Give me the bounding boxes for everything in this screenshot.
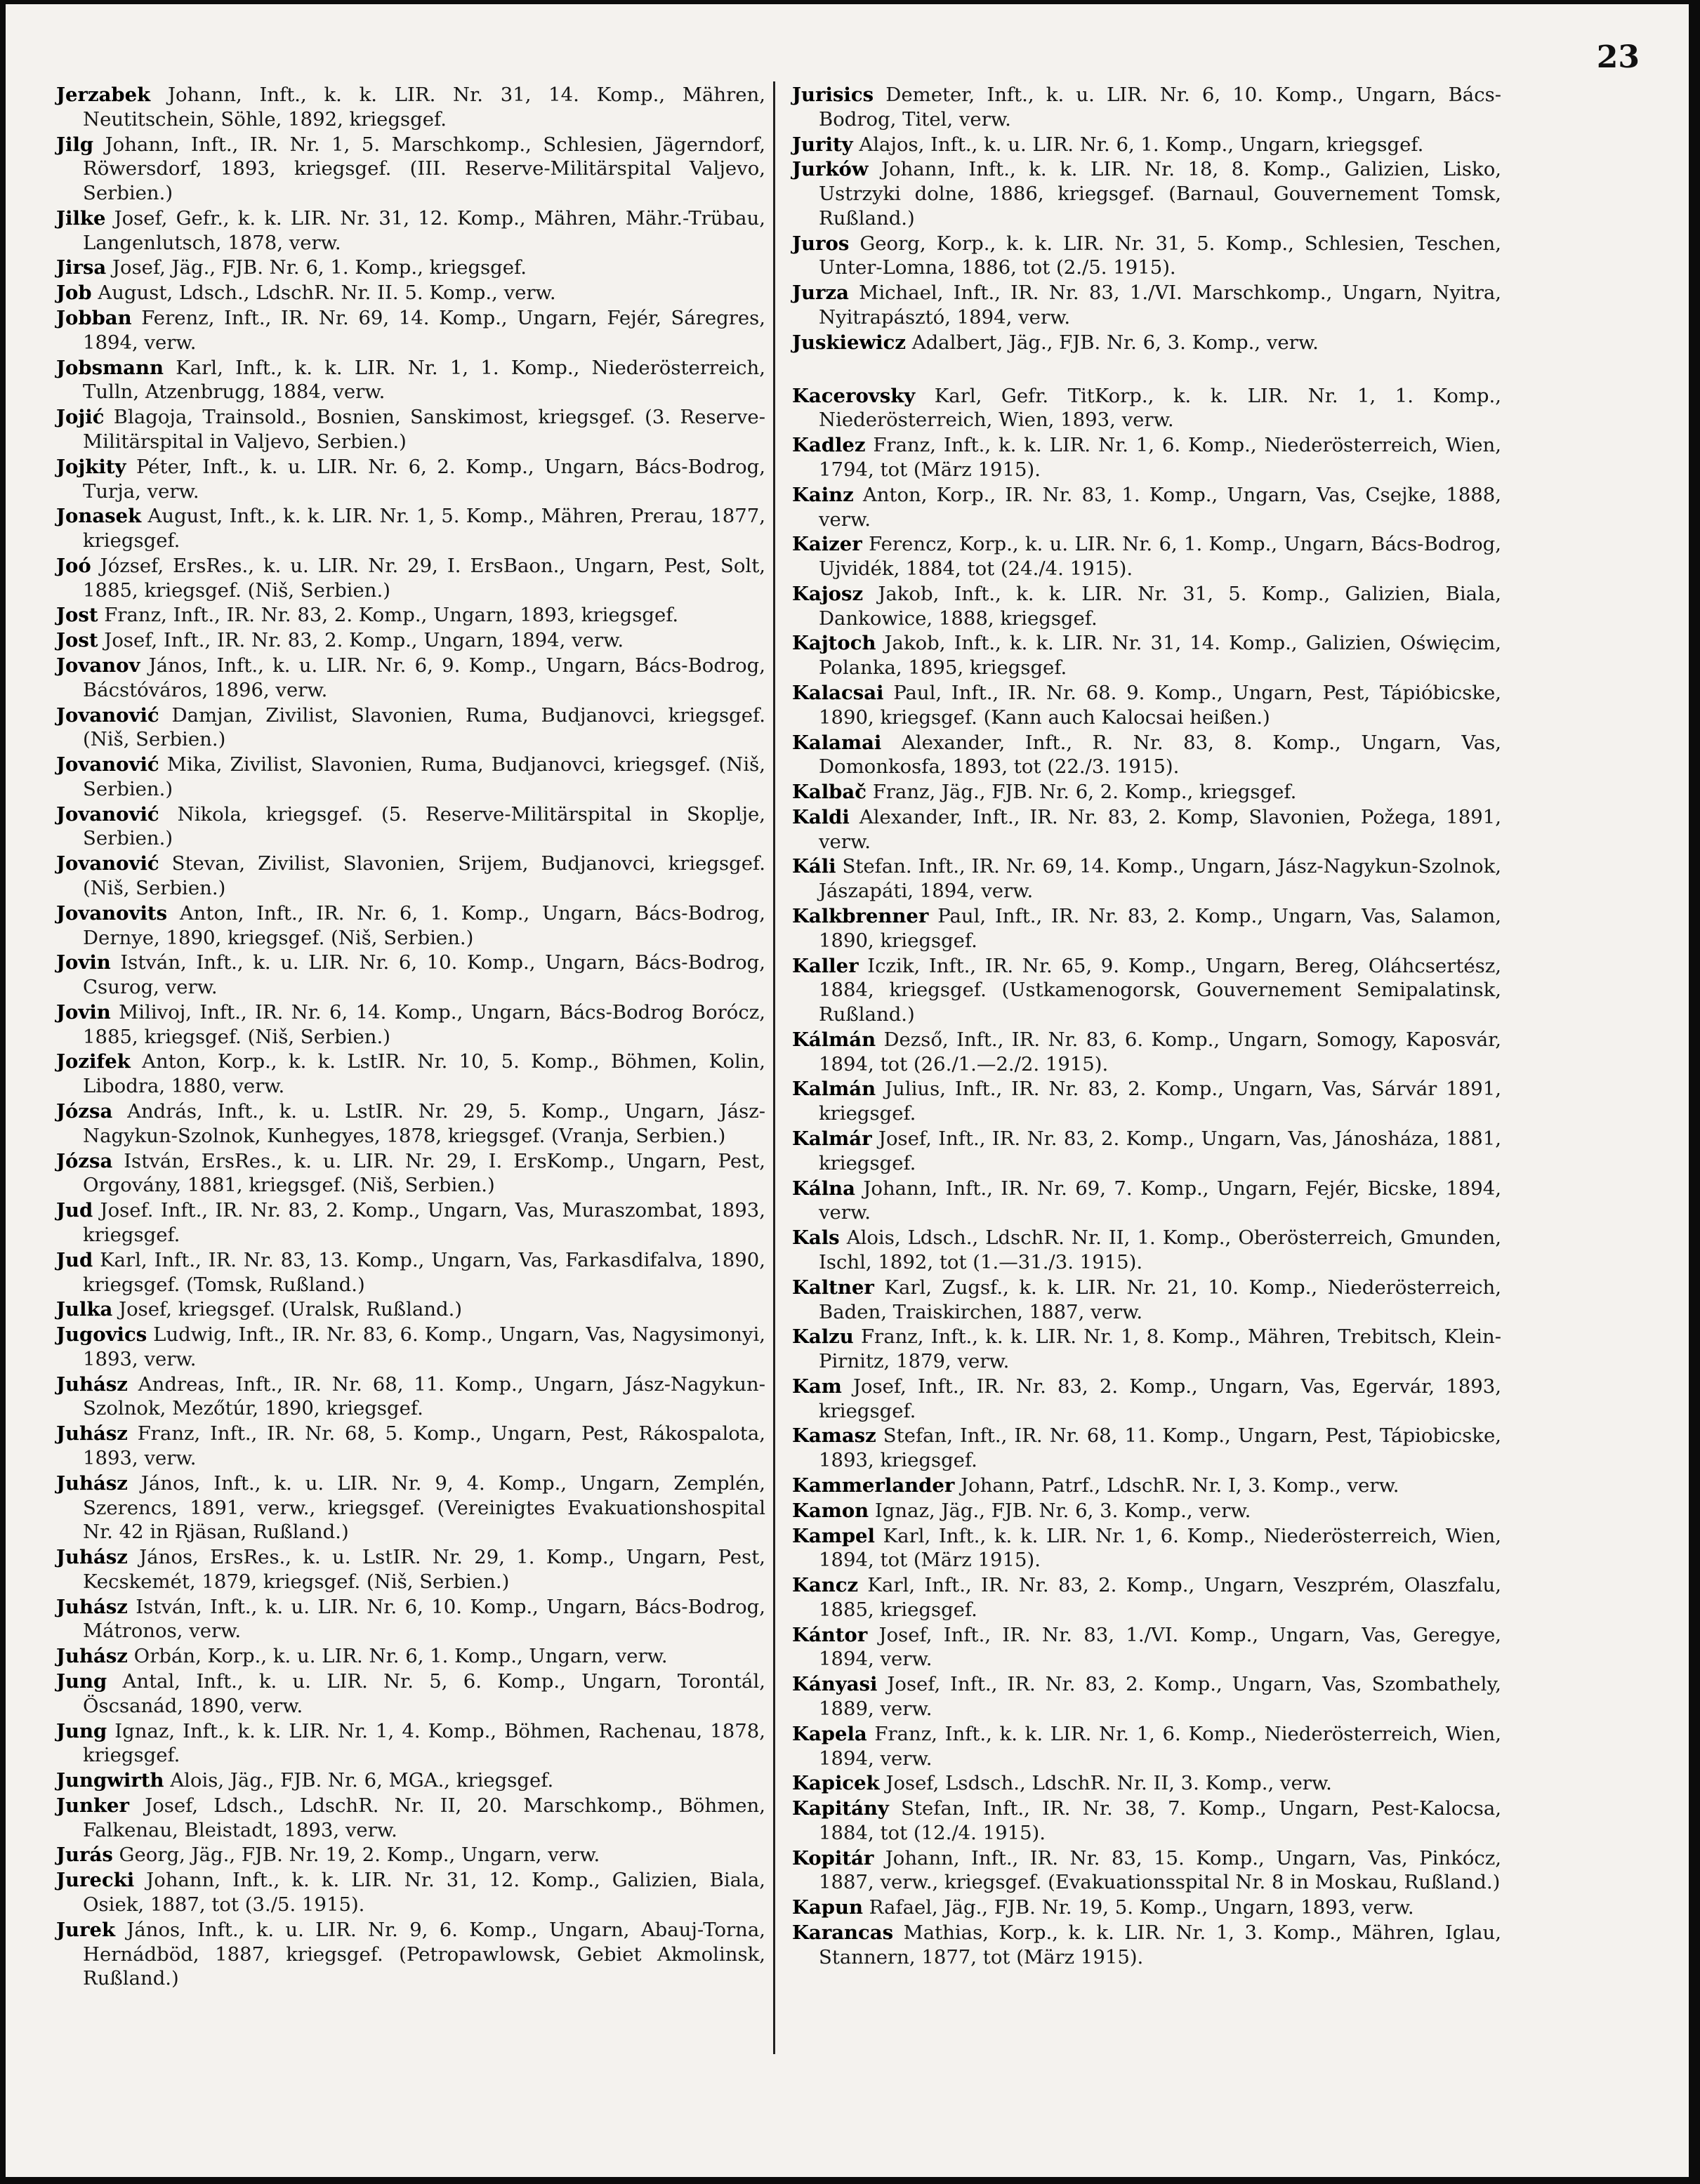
j-entries	[792, 83, 1501, 355]
column-divider	[773, 81, 775, 2054]
entry-details: Johann, Patrf., LdschR. Nr. I, 3. Komp., verw.	[954, 1474, 1399, 1497]
entry-details: Josef, Ldsch., LdschR. Nr. II, 20. Marschkomp., Böhmen, Falkenau, Bleistadt, 1893, verw.	[83, 1794, 765, 1841]
entry-surname: Juskiewicz	[792, 331, 906, 354]
entry-details: Blagoja, Trainsold., Bosnien, Sanskimost, kriegsgef. (3. Reserve-Militärspital in Valjevo, Serbien.)	[83, 406, 765, 453]
roster-entry	[56, 1149, 765, 1198]
roster-entry	[792, 1895, 1501, 1920]
k-entries	[792, 384, 1501, 1970]
entry-details: Ludwig, Inft., IR. Nr. 83, 6. Komp., Ungarn, Vas, Nagysimonyi, 1893, verw.	[83, 1323, 765, 1370]
roster-entry	[56, 1719, 765, 1768]
roster-entry	[792, 433, 1501, 482]
entry-surname: Kapela	[792, 1722, 867, 1745]
entry-surname: Jovanov	[56, 654, 140, 677]
roster-entry	[56, 1843, 765, 1867]
document-page	[6, 4, 1689, 2177]
entry-surname: Jirsa	[56, 256, 107, 279]
roster-entry	[56, 802, 765, 852]
entry-surname: Jung	[56, 1719, 107, 1742]
entry-details: Karl, Inft., k. k. LIR. Nr. 1, 6. Komp., Niederösterreich, Wien, 1894, tot (März 1915).	[819, 1524, 1501, 1572]
entry-surname: Joó	[56, 554, 91, 577]
entry-details: Johann, Inft., k. k. LIR. Nr. 18, 8. Komp., Galizien, Lisko, Ustrzyki dolne, 1886, kriegsgef. (Barnaul, Gouvernement Tomsk, Rußland.)	[819, 158, 1501, 230]
roster-entry	[56, 703, 765, 753]
entry-surname: Kammerlander	[792, 1474, 955, 1497]
entry-details: Adalbert, Jäg., FJB. Nr. 6, 3. Komp., verw.	[905, 331, 1319, 354]
entry-surname: Jovin	[56, 951, 111, 974]
roster-entry	[792, 83, 1501, 132]
entry-details: Josef, kriegsgef. (Uralsk, Rußland.)	[112, 1298, 463, 1321]
entry-surname: Jurza	[792, 282, 849, 305]
entry-surname: Karancas	[792, 1921, 894, 1945]
entry-surname: Juros	[792, 232, 850, 255]
entry-details: August, Ldsch., LdschR. Nr. II. 5. Komp., verw.	[91, 282, 556, 305]
entry-surname: Jobsmann	[56, 356, 164, 379]
roster-entry	[56, 951, 765, 1000]
entry-details: Karl, Inft., IR. Nr. 83, 2. Komp., Ungarn, Veszprém, Olaszfalu, 1885, kriegsgef.	[819, 1574, 1501, 1621]
entry-surname: Kányasi	[792, 1673, 878, 1696]
entry-surname: Kálna	[792, 1177, 855, 1200]
entry-surname: Jungwirth	[56, 1769, 164, 1792]
entry-surname: Kalzu	[792, 1325, 854, 1349]
entry-details: Rafael, Jäg., FJB. Nr. 19, 5. Komp., Ungarn, 1893, verw.	[862, 1896, 1414, 1919]
entry-surname: Jovanovits	[56, 901, 168, 925]
roster-entry	[56, 1248, 765, 1297]
roster-entry	[792, 631, 1501, 680]
entry-details: Josef, Inft., IR. Nr. 83, 2. Komp., Ungarn, 1894, verw.	[98, 629, 624, 652]
roster-entry	[56, 1323, 765, 1372]
roster-entry	[56, 1422, 765, 1471]
roster-entry	[792, 232, 1501, 281]
entry-surname: Jurków	[792, 158, 869, 181]
entry-surname: Kántor	[792, 1623, 868, 1646]
entry-details: Alois, Ldsch., LdschR. Nr. II, 1. Komp., Oberösterreich, Gmunden, Ischl, 1892, tot (1.—31./3. 1915).	[819, 1226, 1501, 1273]
entry-details: Anton, Korp., IR. Nr. 83, 1. Komp., Ungarn, Vas, Csejke, 1888, verw.	[819, 483, 1501, 531]
roster-entry	[792, 532, 1501, 581]
entry-surname: Kálmán	[792, 1028, 876, 1051]
entry-details: Franz, Inft., IR. Nr. 83, 2. Komp., Ungarn, 1893, kriegsgef.	[98, 604, 679, 627]
entry-surname: Jobban	[56, 307, 132, 330]
entry-surname: Kalamai	[792, 731, 882, 754]
entry-details: Stefan. Inft., IR. Nr. 69, 14. Komp., Ungarn, Jász-Nagykun-Szolnok, Jászapáti, 1894, verw.	[819, 855, 1501, 903]
entry-details: János, Inft., k. u. LIR. Nr. 6, 9. Komp., Ungarn, Bács-Bodrog, Bácstóváros, 1896, verw.	[83, 654, 765, 701]
entry-details: Mika, Zivilist, Slavonien, Ruma, Budjanovci, kriegsgef. (Niš, Serbien.)	[83, 753, 765, 800]
roster-entry	[792, 281, 1501, 330]
entry-details: Franz, Inft., IR. Nr. 68, 5. Komp., Ungarn, Pest, Rákospalota, 1893, verw.	[83, 1422, 765, 1469]
entry-surname: Kalmár	[792, 1127, 872, 1151]
entry-details: Johann, Inft., k. k. LIR. Nr. 31, 12. Komp., Galizien, Biala, Osiek, 1887, tot (3./5. 1915).	[83, 1869, 765, 1917]
entry-details: Ignaz, Inft., k. k. LIR. Nr. 1, 4. Komp., Böhmen, Rachenau, 1878, kriegsgef.	[83, 1719, 765, 1767]
roster-entry	[792, 854, 1501, 904]
entry-details: Anton, Inft., IR. Nr. 6, 1. Komp., Ungarn, Bács-Bodrog, Dernye, 1890, kriegsgef. (Niš, Serbien.)	[83, 901, 765, 949]
entry-surname: Jurisics	[792, 84, 874, 106]
entry-details: Josef, Inft., IR. Nr. 83, 2. Komp., Ungarn, Vas, Szombathely, 1889, verw.	[819, 1673, 1501, 1720]
entry-surname: Jerzabek	[56, 84, 151, 106]
entry-details: Karl, Inft., IR. Nr. 83, 13. Komp., Ungarn, Vas, Farkasdifalva, 1890, kriegsgef. (Tomsk, Rußland.)	[83, 1248, 765, 1296]
roster-entry	[792, 1276, 1501, 1325]
roster-entry	[56, 1198, 765, 1247]
roster-entry	[56, 603, 765, 628]
entry-details: Georg, Jäg., FJB. Nr. 19, 2. Komp., Ungarn, verw.	[112, 1844, 600, 1867]
entry-surname: Jurás	[56, 1844, 113, 1867]
entry-details: Josef, Inft., IR. Nr. 83, 2. Komp., Ungarn, Vas, Egervár, 1893, kriegsgef.	[819, 1375, 1501, 1422]
entry-surname: Jud	[56, 1199, 93, 1222]
roster-entry	[792, 904, 1501, 953]
entry-details: Ignaz, Jäg., FJB. Nr. 6, 3. Komp., verw.	[869, 1499, 1251, 1522]
entry-surname: Kalmán	[792, 1078, 876, 1101]
entry-details: Péter, Inft., k. u. LIR. Nr. 6, 2. Komp., Ungarn, Bács-Bodrog, Turja, verw.	[83, 455, 765, 503]
roster-entry	[792, 1499, 1501, 1523]
roster-entry	[56, 504, 765, 553]
entry-details: Damjan, Zivilist, Slavonien, Ruma, Budjanovci, kriegsgef. (Niš, Serbien.)	[83, 703, 765, 751]
entry-details: Georg, Korp., k. k. LIR. Nr. 31, 5. Komp., Schlesien, Teschen, Unter-Lomna, 1886, tot (2./5. 1915).	[819, 232, 1501, 279]
entry-details: István, Inft., k. u. LIR. Nr. 6, 10. Komp., Ungarn, Bács-Bodrog, Mátronos, verw.	[83, 1595, 765, 1643]
roster-entry	[56, 1868, 765, 1917]
entry-surname: Kapicek	[792, 1772, 880, 1795]
roster-entry	[56, 654, 765, 703]
entry-surname: Kancz	[792, 1574, 859, 1597]
roster-entry	[56, 628, 765, 653]
roster-entry	[56, 256, 765, 280]
entry-surname: Jost	[56, 629, 98, 652]
roster-entry	[56, 1644, 765, 1669]
roster-entry	[792, 1325, 1501, 1374]
left-column	[56, 83, 765, 1992]
entry-surname: Juhász	[56, 1595, 128, 1618]
roster-entry	[792, 805, 1501, 854]
entry-details: János, ErsRes., k. u. LstIR. Nr. 29, 1. Komp., Ungarn, Pest, Kecskemét, 1879, kriegsgef. (Niš, Serbien.)	[83, 1546, 765, 1593]
entry-surname: Job	[56, 282, 92, 305]
entry-details: István, Inft., k. u. LIR. Nr. 6, 10. Komp., Ungarn, Bács-Bodrog, Csurog, verw.	[83, 951, 765, 999]
entry-details: Franz, Inft., k. k. LIR. Nr. 1, 6. Komp., Niederösterreich, Wien, 1894, verw.	[819, 1722, 1501, 1770]
roster-entry	[56, 1000, 765, 1050]
entry-details: Karl, Gefr. TitKorp., k. k. LIR. Nr. 1, 1. Komp., Niederösterreich, Wien, 1893, verw.	[819, 384, 1501, 432]
entry-surname: Kaltner	[792, 1276, 874, 1299]
roster-entry	[792, 1424, 1501, 1473]
entry-details: Orbán, Korp., k. u. LIR. Nr. 6, 1. Komp., Ungarn, verw.	[127, 1645, 668, 1668]
roster-entry	[792, 1722, 1501, 1771]
entry-details: Alexander, Inft., R. Nr. 83, 8. Komp., Ungarn, Vas, Domonkosfa, 1893, tot (22./3. 1915).	[819, 731, 1501, 779]
entry-details: Josef. Inft., IR. Nr. 83, 2. Komp., Ungarn, Vas, Muraszombat, 1893, kriegsgef.	[83, 1199, 765, 1246]
roster-entry	[792, 780, 1501, 805]
roster-entry	[56, 1595, 765, 1644]
entry-details: István, ErsRes., k. u. LIR. Nr. 29, I. ErsKomp., Ungarn, Pest, Orgovány, 1881, kriegsgef. (Niš, Serbien.)	[83, 1149, 765, 1197]
roster-entry	[792, 1771, 1501, 1796]
entry-surname: Jilg	[56, 133, 94, 156]
entry-surname: Józsa	[56, 1149, 113, 1172]
entry-details: Milivoj, Inft., IR. Nr. 6, 14. Komp., Ungarn, Bács-Bodrog Borócz, 1885, kriegsgef. (Niš, Serbien.)	[83, 1000, 765, 1048]
roster-entry	[792, 1375, 1501, 1424]
roster-entry	[56, 901, 765, 951]
entry-surname: Jojkity	[56, 455, 126, 478]
entry-details: Nikola, kriegsgef. (5. Reserve-Militärspital in Skoplje, Serbien.)	[83, 802, 765, 850]
roster-entry	[792, 1623, 1501, 1672]
roster-entry	[792, 1127, 1501, 1176]
section-gap	[792, 356, 1501, 384]
entry-surname: Jovanović	[56, 802, 159, 826]
entry-surname: Kaizer	[792, 533, 862, 556]
entry-surname: Julka	[56, 1298, 113, 1321]
roster-entry	[792, 1846, 1501, 1895]
entry-details: János, Inft., k. u. LIR. Nr. 9, 4. Komp., Ungarn, Zemplén, Szerencs, 1891, verw., kriegsgef. (Vereinigtes Evakuationshospital Nr. 42 in Rjäsan, Rußland.)	[83, 1471, 765, 1544]
entry-surname: Kapun	[792, 1896, 863, 1919]
roster-entry	[56, 1372, 765, 1422]
roster-entry	[56, 405, 765, 454]
roster-entry	[56, 1768, 765, 1793]
entry-surname: Jovanović	[56, 852, 159, 875]
roster-entry	[56, 1794, 765, 1843]
entry-surname: Juhász	[56, 1645, 128, 1668]
roster-entry	[56, 1471, 765, 1544]
entry-surname: Jurek	[56, 1918, 116, 1941]
entry-details: Julius, Inft., IR. Nr. 83, 2. Komp., Ungarn, Vas, Sárvár 1891, kriegsgef.	[819, 1078, 1501, 1125]
roster-entry	[792, 157, 1501, 230]
entry-surname: Juhász	[56, 1546, 128, 1569]
entry-details: András, Inft., k. u. LstIR. Nr. 29, 5. Komp., Ungarn, Jász-Nagykun-Szolnok, Kunhegyes, 1878, kriegsgef. (Vranja, Serbien.)	[83, 1100, 765, 1147]
entry-surname: Jugovics	[56, 1323, 147, 1346]
entry-details: Demeter, Inft., k. u. LIR. Nr. 6, 10. Komp., Ungarn, Bács-Bodrog, Titel, verw.	[819, 84, 1501, 131]
roster-entry	[56, 554, 765, 603]
roster-entry	[56, 1050, 765, 1099]
entry-details: Stefan, Inft., IR. Nr. 68, 11. Komp., Ungarn, Pest, Tápiobicske, 1893, kriegsgef.	[819, 1424, 1501, 1472]
roster-entry	[792, 681, 1501, 730]
entry-surname: Jovanović	[56, 753, 159, 776]
roster-entry	[792, 1474, 1501, 1498]
roster-entry	[792, 1524, 1501, 1573]
entry-surname: Kaldi	[792, 805, 850, 828]
roster-entry	[792, 483, 1501, 532]
roster-entry	[56, 1918, 765, 1991]
entry-surname: Juhász	[56, 1372, 128, 1396]
entry-surname: Kalkbrenner	[792, 905, 929, 927]
entry-surname: Juhász	[56, 1471, 128, 1495]
entry-details: Andreas, Inft., IR. Nr. 68, 11. Komp., Ungarn, Jász-Nagykun-Szolnok, Mezőtúr, 1890, kriegsgef.	[83, 1372, 765, 1420]
entry-details: Paul, Inft., IR. Nr. 83, 2. Komp., Ungarn, Vas, Salamon, 1890, kriegsgef.	[819, 905, 1501, 952]
entry-surname: Jojić	[56, 406, 105, 429]
entry-details: Jakob, Inft., k. k. LIR. Nr. 31, 14. Komp., Galizien, Oświęcim, Polanka, 1895, kriegsgef.	[819, 632, 1501, 680]
entry-details: János, Inft., k. u. LIR. Nr. 9, 6. Komp., Ungarn, Abauj-Torna, Hernádböd, 1887, kriegsgef. (Petropawlowsk, Gebiet Akmolinsk, Rußland.)	[83, 1918, 765, 1990]
roster-entry	[792, 1921, 1501, 1970]
entry-details: Johann, Inft., IR. Nr. 69, 7. Komp., Ungarn, Fejér, Bicske, 1894, verw.	[819, 1177, 1501, 1224]
entry-surname: Kamon	[792, 1499, 869, 1522]
roster-entry	[56, 1545, 765, 1594]
right-column	[792, 83, 1501, 1971]
entry-surname: Jurity	[792, 133, 853, 156]
entry-details: Alexander, Inft., IR. Nr. 83, 2. Komp, Slavonien, Požega, 1891, verw.	[819, 805, 1501, 853]
roster-entry	[792, 384, 1501, 433]
roster-entry	[56, 1297, 765, 1322]
entry-surname: Juhász	[56, 1422, 128, 1445]
entry-surname: Jost	[56, 604, 98, 627]
entry-details: Josef, Jäg., FJB. Nr. 6, 1. Komp., kriegsgef.	[106, 256, 527, 279]
entry-details: Dezső, Inft., IR. Nr. 83, 6. Komp., Ungarn, Somogy, Kaposvár, 1894, tot (26./1.—2./2. 1915).	[819, 1028, 1501, 1076]
roster-entry	[792, 731, 1501, 780]
entry-surname: Jurecki	[56, 1869, 135, 1892]
entry-surname: Jovin	[56, 1000, 111, 1024]
entry-details: Ferenz, Inft., IR. Nr. 69, 14. Komp., Ungarn, Fejér, Sáregres, 1894, verw.	[83, 307, 765, 354]
roster-entry	[792, 1573, 1501, 1622]
entry-details: Johann, Inft., k. k. LIR. Nr. 31, 14. Komp., Mähren, Neutitschein, Söhle, 1892, kriegsgef.	[83, 84, 765, 131]
entry-details: Stefan, Inft., IR. Nr. 38, 7. Komp., Ungarn, Pest-Kalocsa, 1884, tot (12./4. 1915).	[819, 1797, 1501, 1844]
entry-details: Antal, Inft., k. u. LIR. Nr. 5, 6. Komp., Ungarn, Torontál, Öscsanád, 1890, verw.	[83, 1670, 765, 1717]
entry-details: Johann, Inft., IR. Nr. 1, 5. Marschkomp., Schlesien, Jägerndorf, Röwersdorf, 1893, kriegsgef. (III. Reserve-Militärspital Valjevo, Serbien.)	[83, 133, 765, 205]
entry-surname: Kainz	[792, 483, 854, 506]
entry-surname: Kamasz	[792, 1424, 876, 1448]
entry-surname: Kadlez	[792, 434, 866, 457]
roster-entry	[56, 455, 765, 504]
roster-entry	[56, 1099, 765, 1149]
entry-details: Anton, Korp., k. k. LstIR. Nr. 10, 5. Komp., Böhmen, Kolin, Libodra, 1880, verw.	[83, 1050, 765, 1098]
entry-surname: Jilke	[56, 206, 106, 230]
entry-details: Josef, Inft., IR. Nr. 83, 2. Komp., Ungarn, Vas, Jánosháza, 1881, kriegsgef.	[819, 1127, 1501, 1174]
entry-details: Franz, Jäg., FJB. Nr. 6, 2. Komp., kriegsgef.	[866, 781, 1297, 804]
roster-entry	[792, 133, 1501, 157]
entry-details: Stevan, Zivilist, Slavonien, Srijem, Budjanovci, kriegsgef. (Niš, Serbien.)	[83, 852, 765, 899]
entry-surname: Kapitány	[792, 1797, 889, 1820]
roster-entry	[56, 306, 765, 355]
entry-details: Paul, Inft., IR. Nr. 68. 9. Komp., Ungarn, Pest, Tápióbicske, 1890, kriegsgef. (Kann auch Kalocsai heißen.)	[819, 681, 1501, 729]
page-number: 23	[1596, 39, 1640, 75]
entry-details: Jakob, Inft., k. k. LIR. Nr. 31, 5. Komp., Galizien, Biala, Dankowice, 1888, kriegsgef.	[819, 582, 1501, 630]
entry-surname: Kajtoch	[792, 632, 876, 655]
entry-surname: Junker	[56, 1794, 130, 1817]
entry-surname: Jonasek	[56, 505, 142, 528]
entry-details: Franz, Inft., k. k. LIR. Nr. 1, 6. Komp., Niederösterreich, Wien, 1794, tot (März 1915).	[819, 434, 1501, 481]
entry-details: József, ErsRes., k. u. LIR. Nr. 29, I. ErsBaon., Ungarn, Pest, Solt, 1885, kriegsgef. (Niš, Serbien.)	[83, 554, 765, 602]
roster-entry	[792, 1226, 1501, 1275]
entry-details: Ferencz, Korp., k. u. LIR. Nr. 6, 1. Komp., Ungarn, Bács-Bodrog, Ujvidék, 1884, tot (24./4. 1915).	[819, 533, 1501, 581]
entry-surname: Kalacsai	[792, 681, 884, 704]
roster-entry	[56, 83, 765, 132]
entry-surname: Jud	[56, 1248, 93, 1271]
roster-entry	[792, 1177, 1501, 1226]
entry-details: Josef, Inft., IR. Nr. 83, 1./VI. Komp., Ungarn, Vas, Geregye, 1894, verw.	[819, 1623, 1501, 1671]
roster-entry	[56, 852, 765, 901]
roster-entry	[792, 1796, 1501, 1846]
entry-surname: Jung	[56, 1670, 107, 1693]
entry-details: Mathias, Korp., k. k. LIR. Nr. 1, 3. Komp., Mähren, Iglau, Stannern, 1877, tot (März 1915).	[819, 1921, 1501, 1968]
entry-details: Karl, Inft., k. k. LIR. Nr. 1, 1. Komp., Niederösterreich, Tulln, Atzenbrugg, 1884, verw.	[83, 356, 765, 404]
entry-surname: Kajosz	[792, 582, 864, 605]
roster-entry	[792, 1077, 1501, 1126]
entry-details: Alajos, Inft., k. u. LIR. Nr. 6, 1. Komp., Ungarn, kriegsgef.	[852, 133, 1424, 156]
entry-surname: Kampel	[792, 1524, 875, 1547]
entry-surname: Kalbač	[792, 781, 867, 804]
roster-entry	[792, 954, 1501, 1027]
roster-entry	[56, 356, 765, 405]
roster-entry	[56, 1669, 765, 1719]
roster-entry	[792, 1028, 1501, 1077]
entry-details: Michael, Inft., IR. Nr. 83, 1./VI. Marschkomp., Ungarn, Nyitra, Nyitrapásztó, 1894, verw.	[819, 282, 1501, 329]
roster-entry	[792, 331, 1501, 355]
roster-entry	[56, 206, 765, 256]
entry-surname: Kals	[792, 1226, 840, 1250]
roster-entry	[792, 1672, 1501, 1721]
entry-details: Alois, Jäg., FJB. Nr. 6, MGA., kriegsgef.	[164, 1769, 554, 1792]
roster-entry	[792, 582, 1501, 631]
entry-details: Josef, Lsdsch., LdschR. Nr. II, 3. Komp., verw.	[879, 1772, 1332, 1795]
entry-surname: Káli	[792, 855, 836, 878]
entry-details: Franz, Inft., k. k. LIR. Nr. 1, 8. Komp., Mähren, Trebitsch, Klein-Pirnitz, 1879, verw.	[819, 1325, 1501, 1373]
entry-details: Karl, Zugsf., k. k. LIR. Nr. 21, 10. Komp., Niederösterreich, Baden, Traiskirchen, 1887, verw.	[819, 1276, 1501, 1323]
roster-entry	[56, 133, 765, 206]
entry-surname: Józsa	[56, 1100, 113, 1123]
entry-surname: Kam	[792, 1375, 842, 1398]
entry-details: Josef, Gefr., k. k. LIR. Nr. 31, 12. Komp., Mähren, Mähr.-Trübau, Langenlutsch, 1878, verw.	[83, 206, 765, 254]
roster-entry	[56, 753, 765, 802]
entry-details: Iczik, Inft., IR. Nr. 65, 9. Komp., Ungarn, Bereg, Oláhcsertész, 1884, kriegsgef. (Ustkamenogorsk, Gouvernement Semipalatinsk, Rußland.)	[819, 954, 1501, 1026]
roster-entry	[56, 281, 765, 305]
entry-surname: Kopitár	[792, 1846, 874, 1869]
entry-surname: Kacerovsky	[792, 384, 916, 407]
entry-surname: Jovanović	[56, 703, 159, 727]
entry-details: Johann, Inft., IR. Nr. 83, 15. Komp., Ungarn, Vas, Pinkócz, 1887, verw., kriegsgef. (Evakuationsspital Nr. 8 in Moskau, Rußland.)	[819, 1846, 1501, 1894]
entry-details: August, Inft., k. k. LIR. Nr. 1, 5. Komp., Mähren, Prerau, 1877, kriegsgef.	[83, 505, 765, 552]
entry-surname: Jozifek	[56, 1050, 131, 1073]
entry-surname: Kaller	[792, 954, 859, 977]
